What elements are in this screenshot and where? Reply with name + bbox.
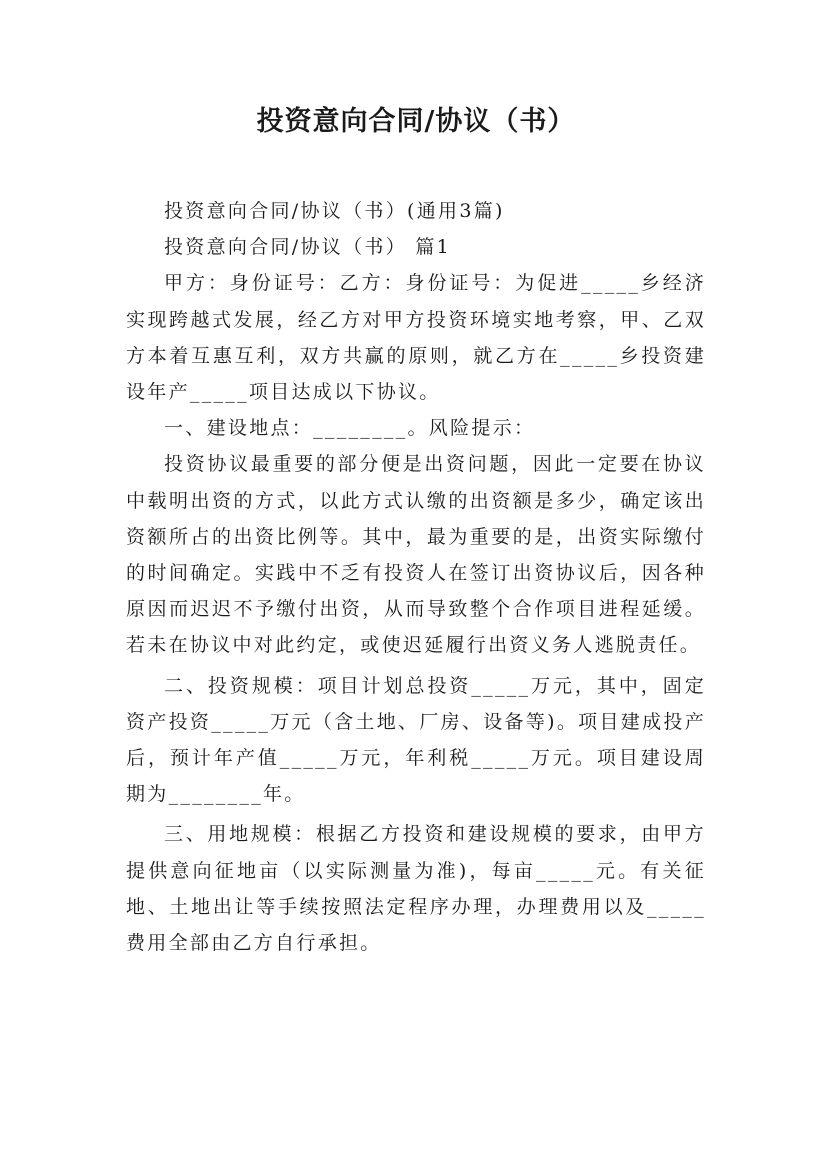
paragraph: 三、用地规模：根据乙方投资和建设规模的要求，由甲方提供意向征地亩（以实际测量为准)，每亩_____元。有关征地、土地出让等手续按照法定程序办理，办理费用以及_____费用全部由乙方自行承担。: [126, 823, 706, 955]
paragraph: 甲方：身份证号：乙方：身份证号：为促进_____乡经济实现跨越式发展，经乙方对甲方投资环境实地考察，甲、乙双方本着互惠互利，双方共赢的原则，就乙方在_____乡投资建设年产_____项目达成以下协议。: [126, 272, 706, 404]
paragraph: 投资协议最重要的部分便是出资问题，因此一定要在协议中载明出资的方式，以此方式认缴的出资额是多少，确定该出资额所占的出资比例等。其中，最为重要的是，出资实际缴付的时间确定。实践中不乏有投资人在签订出资协议后，因各种原因而迟迟不予缴付出资，从而导致整个合作项目进程延缓。若未在协议中对此约定，或使迟延履行出资义务人逃脱责任。: [126, 453, 706, 657]
document-body: [126, 193, 706, 961]
subtitle-line: 投资意向合同/协议（书）(通用3篇): [164, 200, 505, 222]
section-heading: 投资意向合同/协议（书） 篇1: [164, 236, 452, 259]
document-title: 投资意向合同/协议（书）: [256, 106, 576, 137]
paragraph: 一、建设地点：________。风险提示：: [164, 417, 536, 440]
paragraph: 二、投资规模：项目计划总投资_____万元，其中，固定资产投资_____万元（含土地、厂房、设备等)。项目建成投产后，预计年产值_____万元，年利税_____万元。项目建设周期为________年。: [126, 674, 706, 806]
